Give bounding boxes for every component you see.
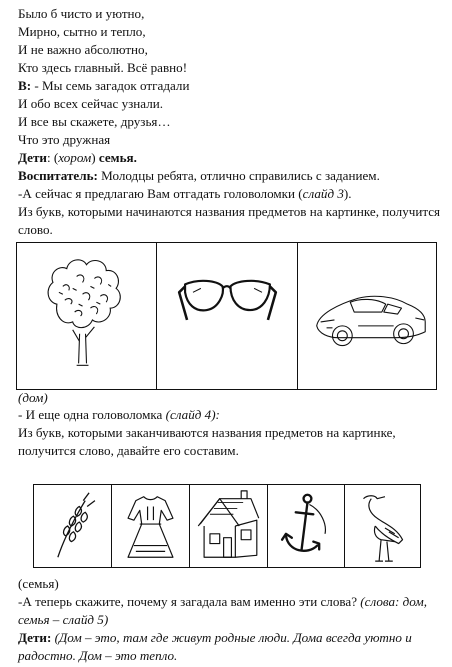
dress-icon — [112, 485, 189, 567]
speaker-label: Дети — [18, 150, 47, 165]
teacher-line — [18, 168, 380, 184]
puzzle1-cell-glasses — [157, 243, 298, 389]
speaker-text: Молодцы ребята, отлично справились с заданием. — [97, 168, 380, 183]
punctuation: : ( — [46, 150, 59, 165]
poem-line-6: И все вы скажете, друзья… — [18, 114, 171, 129]
intro-text: -А сейчас я предлагаю Вам отгадать головоломки ( — [18, 186, 303, 201]
question-line-1 — [18, 594, 427, 610]
children-line-2 — [18, 630, 412, 646]
puzzle1-cell-car — [298, 243, 438, 389]
children-line-1 — [18, 150, 137, 166]
glasses-icon — [157, 243, 297, 389]
question-line-2: семья – слайд 5) — [18, 612, 109, 627]
puzzle2-cell-anchor — [268, 485, 345, 567]
puzzle2-task-a: Из букв, которыми заканчиваются названия предметов на картинке, — [18, 425, 396, 440]
poem-line-3: И не важно абсолютно, — [18, 42, 148, 57]
speaker-label: В: — [18, 78, 32, 93]
puzzle2-cell-heron — [345, 485, 422, 567]
poem-line-4: Кто здесь главный. Всё равно! — [18, 60, 188, 75]
poem-line-7: Что это дружная — [18, 132, 111, 147]
speaker-text: (Дом – это, там где живут родные люди. Дома всегда уютно и — [51, 630, 412, 645]
poem-line-2: Мирно, сытно и тепло, — [18, 24, 146, 39]
slide-note: слайд 3 — [302, 186, 344, 201]
anchor-icon — [268, 485, 344, 567]
v-line — [18, 78, 189, 94]
answer-text: семья. — [98, 150, 137, 165]
speaker-text: - Мы семь загадок отгадали — [31, 78, 190, 93]
wheat-icon — [34, 485, 111, 567]
heron-icon — [345, 485, 422, 567]
intro-text: - И еще одна головоломка — [18, 407, 166, 422]
puzzle2-answer: (семья) — [18, 576, 59, 591]
puzzle1-intro — [18, 186, 352, 202]
speaker-label: Воспитатель: — [18, 168, 98, 183]
children-line-3: радостно. Дом – это тепло. — [18, 648, 178, 663]
puzzle2-cell-house — [190, 485, 268, 567]
puzzle2-intro — [18, 407, 220, 423]
puzzle1-cell-tree — [17, 243, 157, 389]
puzzle2-cell-dress — [112, 485, 190, 567]
punctuation: ) — [91, 150, 99, 165]
puzzle1-picture-table — [16, 242, 437, 390]
question-text: -А теперь скажите, почему я загадала вам именно эти слова? — [18, 594, 361, 609]
puzzle2-picture-table — [33, 484, 421, 568]
poem-line-1: Было б чисто и уютно, — [18, 6, 145, 21]
puzzle1-task-a: Из букв, которыми начинаются названия предметов на картинке, получится — [18, 204, 441, 219]
puzzle2-task-b: получится слово, давайте его составим. — [18, 443, 239, 458]
house-icon — [190, 485, 267, 567]
speaker-label: Дети: — [18, 630, 52, 645]
stage-note: хором — [58, 150, 92, 165]
slide-note: (слайд 4): — [165, 407, 220, 422]
car-icon — [298, 243, 438, 389]
tree-icon — [17, 243, 156, 389]
puzzle1-task-b: слово. — [18, 222, 53, 237]
slide-note: (слова: дом, — [360, 594, 427, 609]
puzzle2-cell-wheat — [34, 485, 112, 567]
punctuation: ). — [343, 186, 352, 201]
poem-line-5: И обо всех сейчас узнали. — [18, 96, 164, 111]
puzzle1-answer: (дом) — [18, 390, 48, 405]
